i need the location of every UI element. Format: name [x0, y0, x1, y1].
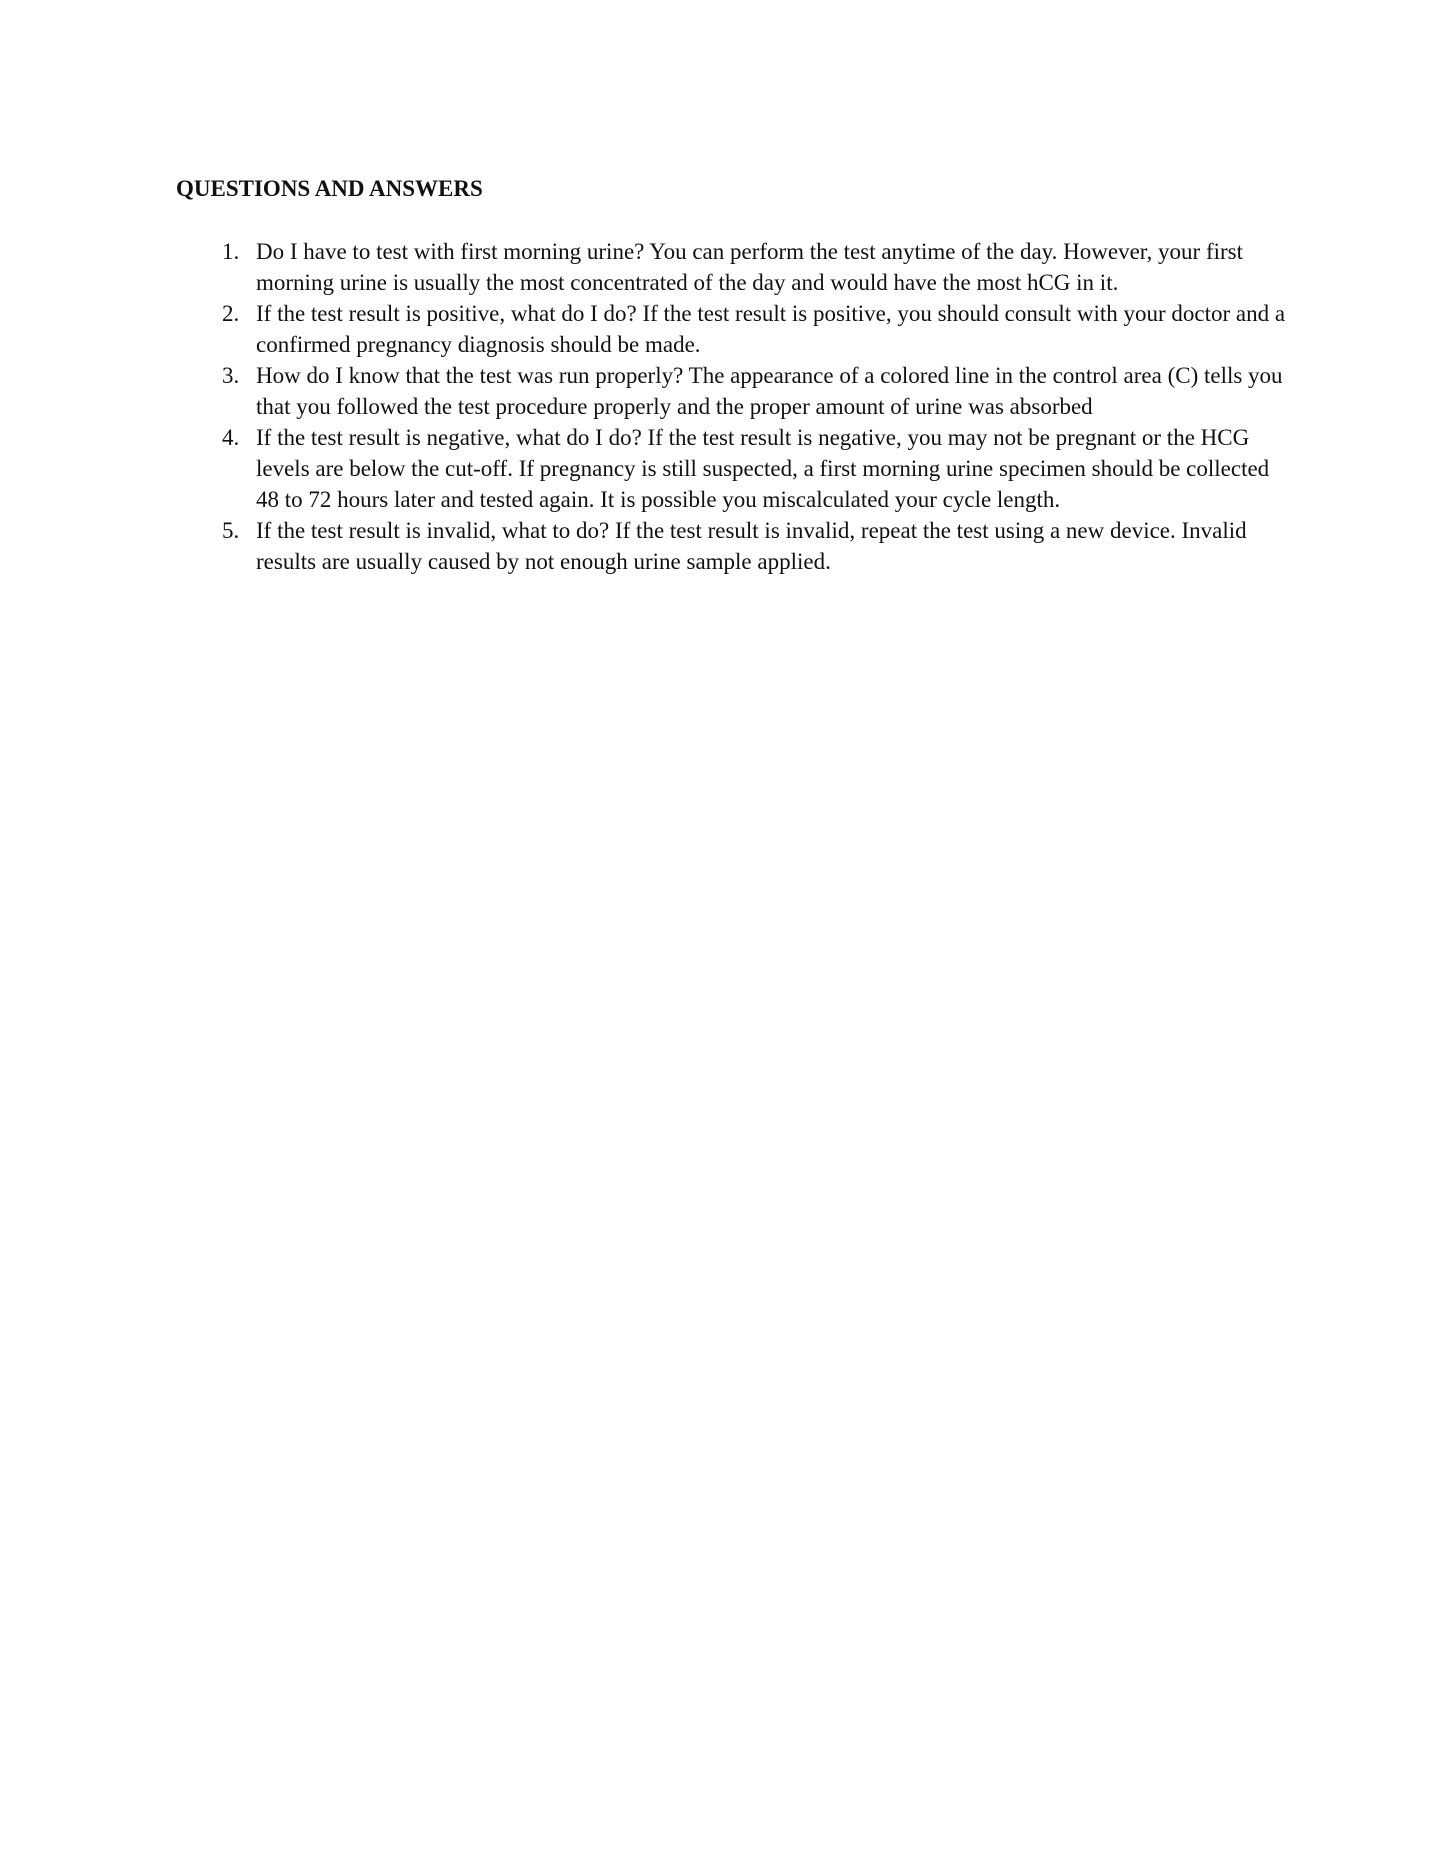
page-title: QUESTIONS AND ANSWERS [176, 176, 483, 201]
list-item-number: 3. [222, 363, 240, 388]
list-item [176, 236, 1286, 298]
list-item [176, 515, 1286, 577]
list-item-text: How do I know that the test was run properly? The appearance of a colored line in the control area (C) tells you that you followed the test procedure properly and the proper amount of urine was absorbed [256, 363, 1283, 419]
list-item-number: 4. [222, 425, 240, 450]
list-item-text: Do I have to test with first morning urine? You can perform the test anytime of the day. However, your first morning urine is usually the most concentrated of the day and would have the most hCG in it. [256, 239, 1243, 295]
list-item-number: 2. [222, 301, 240, 326]
qa-list [176, 236, 1286, 577]
list-item-text: If the test result is invalid, what to do? If the test result is invalid, repeat the test using a new device. Invalid results are usually caused by not enough urine sample applied. [256, 518, 1247, 574]
list-item-number: 1. [222, 239, 240, 264]
list-item-text: If the test result is negative, what do I do? If the test result is negative, you may not be pregnant or the HCG levels are below the cut-off. If pregnancy is still suspected, a first morning urine specimen should be collected 48 to 72 hours later and tested again. It is possible you miscalculated your cycle length. [256, 425, 1270, 512]
list-item [176, 298, 1286, 360]
list-item [176, 422, 1286, 515]
list-item-number: 5. [222, 518, 240, 543]
list-item-text: If the test result is positive, what do I do? If the test result is positive, you should consult with your doctor and a confirmed pregnancy diagnosis should be made. [256, 301, 1286, 357]
list-item [176, 360, 1286, 422]
